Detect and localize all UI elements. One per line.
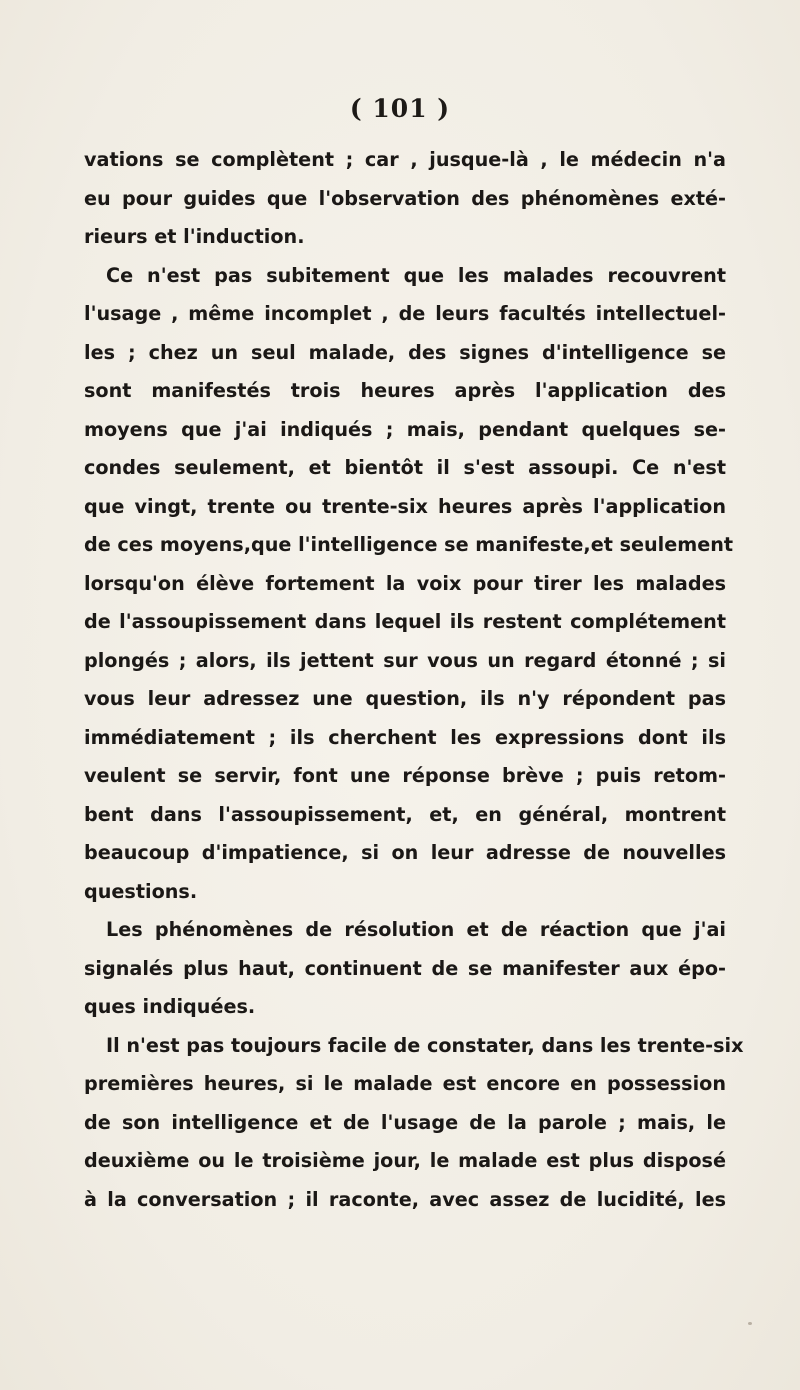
body-text: [84, 141, 744, 1219]
text-line: bent dans l'assoupissement, et, en général, montrent: [84, 802, 726, 826]
text-line: de l'assoupissement dans lequel ils restent complétement: [84, 610, 726, 633]
text-line: signalés plus haut, continuent de se manifester aux épo-: [84, 956, 726, 980]
text-line: les ; chez un seul malade, des signes d'intelligence se: [84, 340, 726, 364]
text-line: rieurs et l'induction.: [84, 225, 305, 248]
text-line: lorsqu'on élève fortement la voix pour tirer les malades: [84, 571, 726, 595]
text-line: vations se complètent ; car , jusque-là , le médecin n'a: [84, 148, 726, 171]
text-line: moyens que j'ai indiqués ; mais, pendant quelques se-: [84, 417, 726, 441]
text-line: Ce n'est pas subitement que les malades recouvrent: [106, 263, 726, 287]
text-line: de ces moyens,que l'intelligence se manifeste,et seulement: [84, 533, 734, 556]
text-line: deuxième ou le troisième jour, le malade est plus disposé: [84, 1149, 726, 1172]
text-line: sont manifestés trois heures après l'application des: [84, 379, 726, 402]
page-number: ( 101 ): [349, 94, 451, 123]
text-line: que vingt, trente ou trente-six heures après l'application: [84, 494, 726, 518]
text-line: veulent se servir, font une réponse brève ; puis retom-: [84, 764, 726, 787]
text-line: premières heures, si le malade est encore en possession: [84, 1072, 726, 1095]
paper-speck: [748, 1322, 752, 1325]
text-line: eu pour guides que l'observation des phénomènes exté-: [84, 186, 726, 210]
text-line: vous leur adressez une question, ils n'y répondent pas: [84, 687, 726, 710]
text-line: condes seulement, et bientôt il s'est assoupi. Ce n'est: [84, 456, 726, 479]
text-line: ques indiquées.: [84, 995, 256, 1018]
text-line: Il n'est pas toujours facile de constater, dans les trente-six: [106, 1033, 744, 1057]
text-line: plongés ; alors, ils jettent sur vous un regard étonné ; si: [84, 648, 726, 672]
text-line: l'usage , même incomplet , de leurs facultés intellectuel-: [84, 302, 726, 325]
text-line: questions.: [84, 879, 198, 903]
text-line: de son intelligence et de l'usage de la parole ; mais, le: [84, 1110, 726, 1134]
text-line: à la conversation ; il raconte, avec assez de lucidité, les: [84, 1187, 726, 1211]
text-line: beaucoup d'impatience, si on leur adresse de nouvelles: [84, 841, 726, 864]
text-line: immédiatement ; ils cherchent les expressions dont ils: [84, 725, 726, 749]
text-line: Les phénomènes de résolution et de réaction que j'ai: [106, 918, 726, 941]
